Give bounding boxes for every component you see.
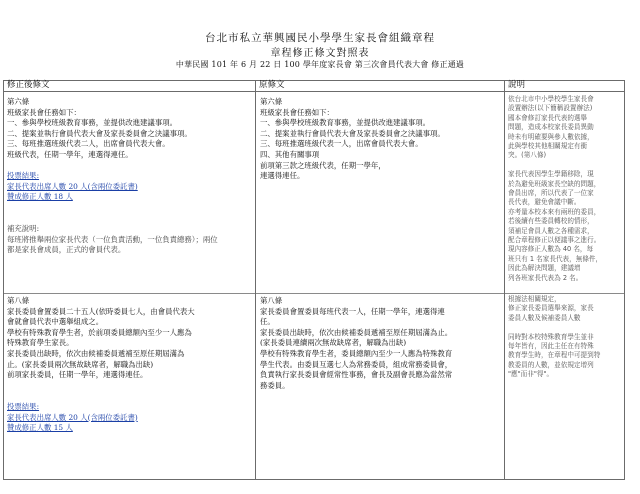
line: 前項家長委員，任期一學年，連選得連任。 [7,370,148,380]
meeting-line: 中華民國 101 年 6 月 22 日 100 學年度家長會 第三次會員代表大會 修正通過 [175,60,465,69]
table-border-left [3,80,4,480]
line: 止。(家長委員兩次無故缺席者，解職為出缺) [7,359,154,369]
line: 現內容修正人數為 40 名，每 [508,245,594,254]
line: 修正家長委員選舉來源，家長 [508,304,594,313]
vote-attendance: 家長代表出席人數 20 人(含兩位委託書) [7,181,138,191]
line: 問題，造成本校家長委員異動 [508,123,594,132]
line: 家長委員會置委員每班代表一人，任期一學年，連選得連 [260,306,445,316]
vote-approve: 贊成修正人數 18 人 [7,192,73,202]
row1-explanation [508,95,622,283]
document-title: 台北市私立華興國民小學學生家長會組織章程 [205,32,435,44]
vote-result-title: 投票結果: [7,401,40,411]
line: 列各班家長代表為 2 名。 [508,273,583,282]
line: 家長代表因學生學籍移除，現 [508,170,594,179]
line: 三、每班推選班級代表二人，出席會員代表大會。 [7,139,170,149]
column-header-explanation: 說明 [508,80,526,90]
line: 一、參與學校班級教育事務，並提供改進建議事項。 [260,118,430,128]
supplement-line: 每班將推舉兩位家長代表（一位負責活動，一位負責總務）；兩位 [7,234,218,244]
line: 二、提案並執行會員代表大會及家長委員會之決議事項。 [7,128,192,138]
line: 根據法相關規定， [508,295,561,303]
line: 亦考量本校本來有兩班的委員， [508,207,601,216]
row2-original-text [260,296,502,391]
row-divider [3,293,625,294]
line: 須補足會員人數之各種需求， [508,226,594,235]
line: 班級代表，任期一學年，連選得連任。 [7,149,133,159]
document-subtitle: 章程修正條文對照表 [270,48,370,59]
line: 班級家長會任務如下： [7,107,81,117]
line: 一、參與學校班級教育事務，並提供改進建議事項。 [7,118,177,128]
line: 會員出席，所以代表了一位家 [508,189,594,198]
line: 四、其他有關事項 [260,149,320,159]
line: 第六條 [7,97,30,106]
line: 負責執行家長委員會經常性事務，會長及副會長應為當然常 [260,370,453,380]
line: 第八條 [7,296,30,305]
line: 會就會員代表中選舉組成之。 [7,317,104,327]
line: 設置辦法(以下簡稱設置辦法) [508,104,593,113]
line: 若後續有些委員轉校的情形， [508,217,594,226]
table-border-bottom [3,479,625,480]
line: 教育學生時，在章程中可提到特 [508,351,601,360]
line: 學校有特殊教育學生者，於前項委員總額內至少一人應為 [7,327,192,337]
line: 連選得連任。 [260,171,305,181]
column-header-revised: 修正後條文 [7,80,50,90]
line: 家長委員出缺時，依次由候補委員遞補至原任期屆滿為 [7,348,185,358]
line: 家長委員出缺時，依次由候補委員遞補至原任期屆滿為止。 [260,327,453,337]
line: 二、提案並執行會員代表大會及家長委員會之決議事項。 [260,128,445,138]
line: 班級家長會任務如下： [260,107,334,117]
row2-explanation [508,295,622,380]
header-divider [3,91,625,92]
line: 國本會修訂家長代表的選舉 [508,113,588,122]
line: 依台北市中小學校學生家長會 [508,95,594,103]
line: 家長委員會置委員二十五人(依時委員七人，由會員代表大 [7,306,195,316]
table-border-top [3,80,625,81]
line: 每年皆有，因此主任在有特殊 [508,342,594,351]
line: 委員人數及候補委員人數 [508,313,581,322]
line: 配合章程修正以便議事之進行。 [508,236,601,245]
line: 三、每班推選班級代表一人，出席會員代表大會。 [260,139,423,149]
vote-attendance: 家長代表出席人數 20 人(含兩位委託書) [7,412,138,422]
line: 前項第三款之班級代表，任期一學年， [260,160,386,170]
vote-result-title: 投票結果: [7,171,40,181]
line: 時未有明確要與參人數依據， [508,132,594,141]
line: 長代表，避免會議中斷。 [508,198,581,207]
line: 任。 [260,317,275,327]
line: 務委員。 [260,380,290,390]
row1-original-text [260,97,502,182]
line: 學生代表。由委員互選七人為常務委員，組成常務委員會， [260,359,453,369]
comparison-table [3,80,625,480]
table-border-right [624,80,625,480]
line: (家長委員連續兩次無故缺席者，解職為出缺) [260,338,407,348]
line: 同時對本校特殊教育學生並非 [508,332,594,341]
line: 特殊教育學生家長。 [7,338,74,348]
line: 第六條 [260,97,283,106]
column-divider-1 [255,80,256,480]
line: 教委員的人數，並依規定增列 [508,360,594,369]
row1-revised-text [7,97,253,256]
line: 班只有 1 名家長代表，無條件， [508,254,603,263]
supplement-line: 都是家長會成員，正式的會員代表。 [7,245,126,255]
vote-approve: 贊成修正人數 15 人 [7,423,73,433]
line: 於為避免班級家長空缺的問題， [508,179,601,188]
column-divider-2 [504,80,505,480]
line: 突。(第八條) [508,151,547,160]
line: 此與學校其他相關規定有衝 [508,142,588,151]
line: 因此為解決問題，建議增 [508,264,581,273]
column-header-original: 原條文 [259,80,285,90]
supplement-title: 補充說明: [7,224,40,234]
row2-revised-text [7,296,253,434]
line: "應"而非"得"。 [508,370,554,379]
line: 第八條 [260,296,283,305]
line: 學校有特殊教育學生者，委員總額內至少一人應為特殊教育 [260,348,453,358]
